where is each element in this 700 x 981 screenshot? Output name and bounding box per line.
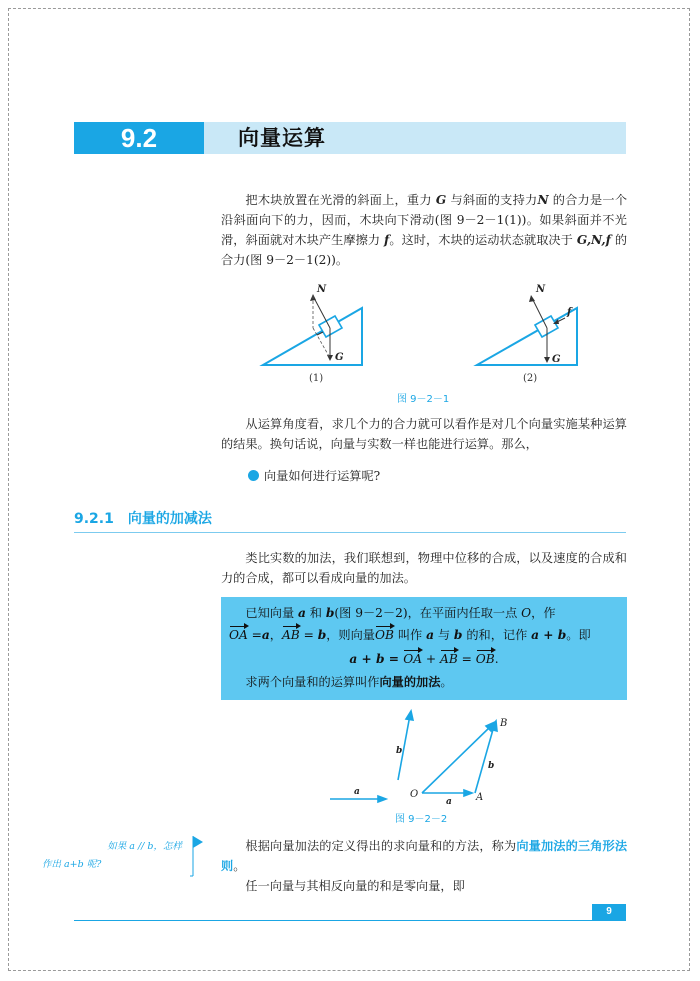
def-line-1 [221,603,627,623]
label-A: A [476,792,484,803]
label-O: O [410,789,419,800]
def-equation [221,649,627,669]
var-GNf: G,N,f [576,233,611,247]
text: ，作 [531,606,556,620]
label-B: B [500,718,508,729]
question-text: 向量如何进行运算呢? [264,469,381,483]
section-divider [74,532,626,533]
sum-expression: a + b [531,628,567,642]
footer-rule [74,920,626,921]
figure-9-2-2 [320,708,540,808]
label-b-free: b [396,746,403,756]
text: = [299,628,318,642]
page-number: 9 [592,904,626,920]
var-N: N [537,193,549,207]
label-N-1: N [317,284,327,295]
def-line-2 [221,625,635,645]
var-a: a [426,628,434,642]
margin-note [42,838,182,874]
text: ， [269,628,282,642]
vector-AB: AB [440,649,458,669]
chapter-title: 向量运算 [238,125,326,150]
paragraph-operation-view [221,414,627,454]
label-b-triangle: b [488,761,495,771]
label-a-triangle: a [446,797,452,807]
text: 和 [305,606,326,620]
equation-lhs: a + b = [349,652,404,666]
point-O: O [521,606,532,620]
incline-diagram-1 [263,294,362,365]
figure-9-2-1 [255,280,595,385]
text: 把木块放置在光滑的斜面上，重力 [245,193,436,207]
guiding-question [248,467,380,484]
text: 根据向量加法的定义得出的求向量和的方法，称为 [245,839,517,853]
vector-OA: OA [403,649,422,669]
intro-paragraph [221,190,627,270]
paragraph-analogy [221,548,627,588]
label-N-2: N [536,284,546,295]
term-triangle-rule: 向量加法的三角形法则 [221,839,628,873]
text: 叫作 [393,628,427,642]
text: ，则向量 [326,628,375,642]
label-a-free: a [354,787,360,797]
label-G-1: G [335,352,344,363]
incline-diagram-2 [477,295,577,365]
chapter-number: 9.2 [74,122,204,154]
subfigure-label-2: (2) [523,373,538,384]
chapter-header [74,122,626,154]
section-heading [74,508,212,528]
text: 已知向量 [245,606,299,620]
text: 。 [440,675,453,689]
term-vector-addition: 向量的加法 [379,675,441,689]
var-a: a [261,628,270,642]
figure-caption-9-2-2: 图 9－2－2 [395,814,448,825]
definition-box [221,597,627,700]
var-f: f [384,233,390,247]
text: 从运算角度看，求几个力的合力就可以看作是对几个向量实施某种运算的结果。换句话说，向量与实数一样也能进行运算。那么， [221,417,627,451]
vector-AB: AB [282,625,300,645]
margin-note-line-2: 作出 a+b 呢? [42,859,102,870]
text: 与 [433,628,454,642]
var-a: a [298,606,306,620]
text: = [247,628,262,642]
text: 与斜面的支持力 [446,193,538,207]
section-number: 9.2.1 [74,511,114,527]
vector-OA: OA [229,625,248,645]
figure-caption-9-2-1: 图 9－2－1 [397,394,450,405]
text: 。这时，木块的运动状态就取决于 [389,233,577,247]
label-f-2: f [567,307,572,318]
label-G-2: G [552,354,561,365]
text: + [422,652,441,666]
var-b: b [317,628,327,642]
text: (图 9－2－2)，在平面内任取一点 [334,606,522,620]
vector-OB: OB [476,649,495,669]
bullet-dot-icon [248,470,259,481]
paragraph-triangle-rule [221,836,627,896]
text: = [457,652,476,666]
subfigure-label-1: (1) [309,373,324,384]
def-line-4 [221,672,627,692]
vector-OB: OB [375,625,394,645]
section-title: 向量的加减法 [127,511,212,527]
var-b: b [325,606,335,620]
text: 的合力是一个沿斜面向下的力，因而，木块向下滑动(图 9－2－1(1))。如果斜面并不光滑，斜面就对木块产生摩擦力 [221,193,628,247]
var-b: b [453,628,463,642]
margin-flag-icon [190,834,208,878]
text: . [494,652,499,666]
var-G: G [435,193,447,207]
margin-note-line-1: 如果 a // b，怎样 [107,841,182,852]
text: 求两个向量和的运算叫作 [245,675,380,689]
text: 。即 [566,628,591,642]
text: 类比实数的加法，我们联想到，物理中位移的合成，以及速度的合成和力的合成，都可以看成向量的加法。 [221,551,627,585]
text: 的和，记作 [462,628,532,642]
text: 任一向量与其相反向量的和是零向量，即 [245,879,465,893]
text: 的合力(图 9－2－1(2))。 [221,233,628,267]
text: 。 [233,859,246,873]
